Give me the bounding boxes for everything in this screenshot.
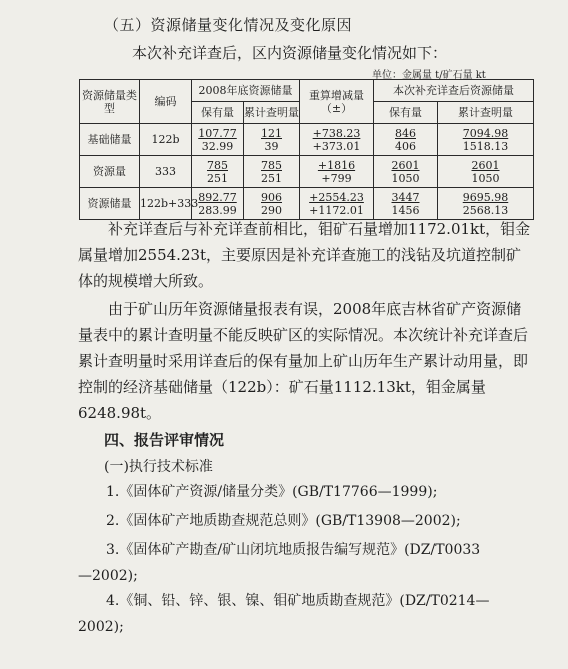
cell-retained-now: 3447 1456 — [374, 188, 438, 220]
cell-retained-now: 2601 1050 — [374, 156, 438, 188]
standard-item: 1.《固体矿产资源/储量分类》(GB/T17766—1999); — [106, 484, 438, 500]
table-header-row — [80, 80, 534, 102]
header-after-cumulative: 累计查明量 — [438, 102, 534, 124]
header-after-retained: 保有量 — [374, 102, 438, 124]
cell-code: 122b — [140, 124, 192, 156]
cell-retained-now: 846 406 — [374, 124, 438, 156]
header-2008: 2008年底资源储量 — [192, 80, 300, 102]
cell-diff: +2554.23 +1172.01 — [300, 188, 374, 220]
intro-text: 本次补充详查后，区内资源储量变化情况如下： — [132, 44, 448, 62]
header-2008-cumulative: 累计查明量 — [244, 102, 300, 124]
table-row — [80, 124, 534, 156]
cell-cumulative-2008: 785 251 — [244, 156, 300, 188]
table-row — [80, 188, 534, 220]
header-code: 编码 — [140, 80, 192, 124]
section-title: （五）资源储量变化情况及变化原因 — [104, 16, 353, 34]
header-type: 资源储量类型 — [80, 80, 140, 124]
unit-label: 单位：金属量 t/矿石量 kt — [372, 70, 486, 81]
paragraph-cumulative-note: 由于矿山历年资源储量报表有误，2008年底吉林省矿产资源储量表中的累计查明量不能反映矿区的实际情况。本次统计补充详查后累计查明量时采用详查后的保有量加上矿山历年生产累计动用量，即控制的经济基础储量（122b）：矿石量1112.13kt，钼金属量6248.98t。 — [78, 300, 529, 422]
cell-type: 基础储量 — [80, 124, 140, 156]
cell-retained-2008: 892.77 283.99 — [192, 188, 244, 220]
cell-cumulative-now: 9695.98 2568.13 — [438, 188, 534, 220]
standard-item: 3.《固体矿产勘查/矿山闭坑地质报告编写规范》(DZ/T0033 —2002); — [78, 542, 481, 584]
cell-retained-2008: 107.77 32.99 — [192, 124, 244, 156]
cell-code: 122b+333 — [140, 188, 192, 220]
table-row — [80, 156, 534, 188]
cell-code: 333 — [140, 156, 192, 188]
subsection-heading: (一)执行技术标准 — [104, 459, 213, 475]
cell-cumulative-2008: 121 39 — [244, 124, 300, 156]
standard-item: 4.《铜、铅、锌、银、镍、钼矿地质勘查规范》(DZ/T0214— 2002); — [78, 593, 490, 635]
section-4-heading: 四、报告评审情况 — [104, 431, 225, 449]
cell-retained-2008: 785 251 — [192, 156, 244, 188]
cell-diff: +1816 +799 — [300, 156, 374, 188]
header-2008-retained: 保有量 — [192, 102, 244, 124]
cell-cumulative-2008: 906 290 — [244, 188, 300, 220]
cell-type: 资源储量 — [80, 188, 140, 220]
resource-table — [79, 79, 534, 220]
standard-item: 2.《固体矿产地质勘查规范总则》(GB/T13908—2002); — [106, 513, 461, 529]
cell-cumulative-now: 7094.98 1518.13 — [438, 124, 534, 156]
paragraph-change-summary: 补充详查后与补充详查前相比，钼矿石量增加1172.01kt，钼金属量增加2554.23t，主要原因是补充详查施工的浅钻及坑道控制矿体的规模增大所致。 — [78, 220, 531, 290]
cell-type: 资源量 — [80, 156, 140, 188]
cell-cumulative-now: 2601 1050 — [438, 156, 534, 188]
cell-diff: +738.23 +373.01 — [300, 124, 374, 156]
header-diff: 重算增减量（±） — [300, 80, 374, 124]
header-after: 本次补充详查后资源储量 — [374, 80, 534, 102]
